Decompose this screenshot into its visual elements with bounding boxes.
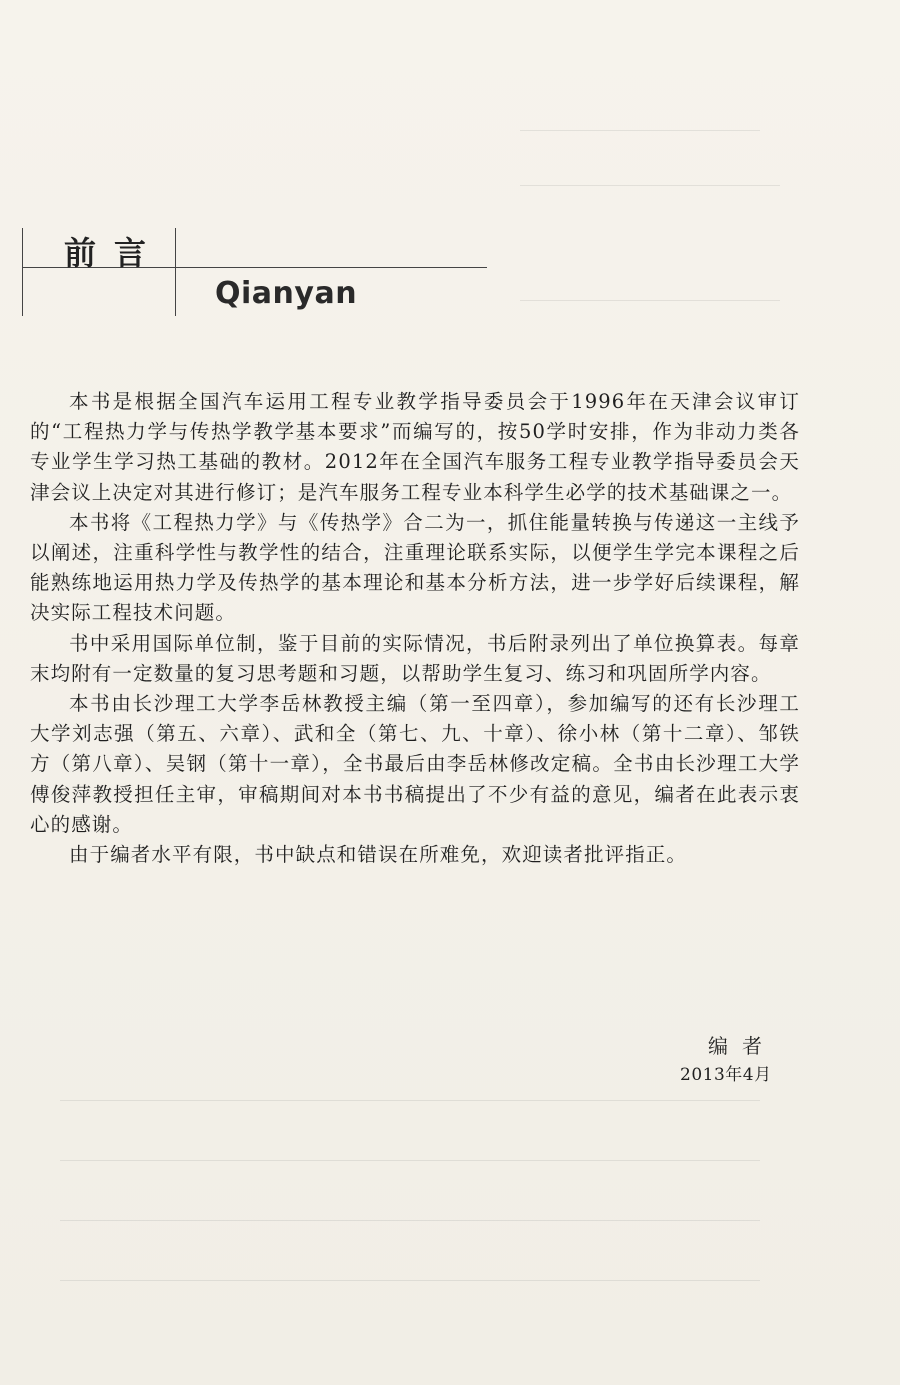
paragraph: 由于编者水平有限，书中缺点和错误在所难免，欢迎读者批评指正。 [69,843,688,867]
bleed-line [520,300,780,301]
bleed-line [60,1100,760,1101]
page-subtitle-pinyin: Qianyan [215,276,358,311]
paragraph: 本书是根据全国汽车运用工程专业教学指导委员会于1996年在天津会议审订的“工程热力学与传热学教学基本要求”而编写的，按50学时安排，作为非动力类各专业学生学习热工基础的教材。2012年在全国汽车服务工程专业教学指导委员会天津会议上决定对其进行修订；是汽车服务工程专业本科学生必学的技术基础课之一。 [30,390,800,504]
preface-body [30,387,800,870]
bleed-line [520,185,780,186]
paragraph: 书中采用国际单位制，鉴于目前的实际情况，书后附录列出了单位换算表。每章末均附有一定数量的复习思考题和习题，以帮助学生复习、练习和巩固所学内容。 [30,631,800,685]
page-title: 前言 [64,234,165,272]
bleed-line [60,1280,760,1281]
author-signature: 编者 [708,1034,776,1058]
bleed-line [60,1160,760,1161]
publish-date: 2013年4月 [680,1065,772,1085]
bleed-line [60,1220,760,1221]
paragraph: 本书由长沙理工大学李岳林教授主编（第一至四章），参加编写的还有长沙理工大学刘志强（第五、六章）、武和全（第七、九、十章）、徐小林（第十二章）、邹铁方（第八章）、吴钢（第十一章），全书最后由李岳林修改定稿。全书由长沙理工大学傅俊萍教授担任主审，审稿期间对本书书稿提出了不少有益的意见，编者在此表示衷心的感谢。 [30,692,800,836]
header-divider-middle [175,228,176,316]
paragraph: 本书将《工程热力学》与《传热学》合二为一，抓住能量转换与传递这一主线予以阐述，注重科学性与教学性的结合，注重理论联系实际，以便学生学完本课程之后能熟练地运用热力学及传热学的基本理论和基本分析方法，进一步学好后续课程，解决实际工程技术问题。 [30,510,800,625]
bleed-line [520,130,760,131]
header-divider-left [22,228,23,316]
